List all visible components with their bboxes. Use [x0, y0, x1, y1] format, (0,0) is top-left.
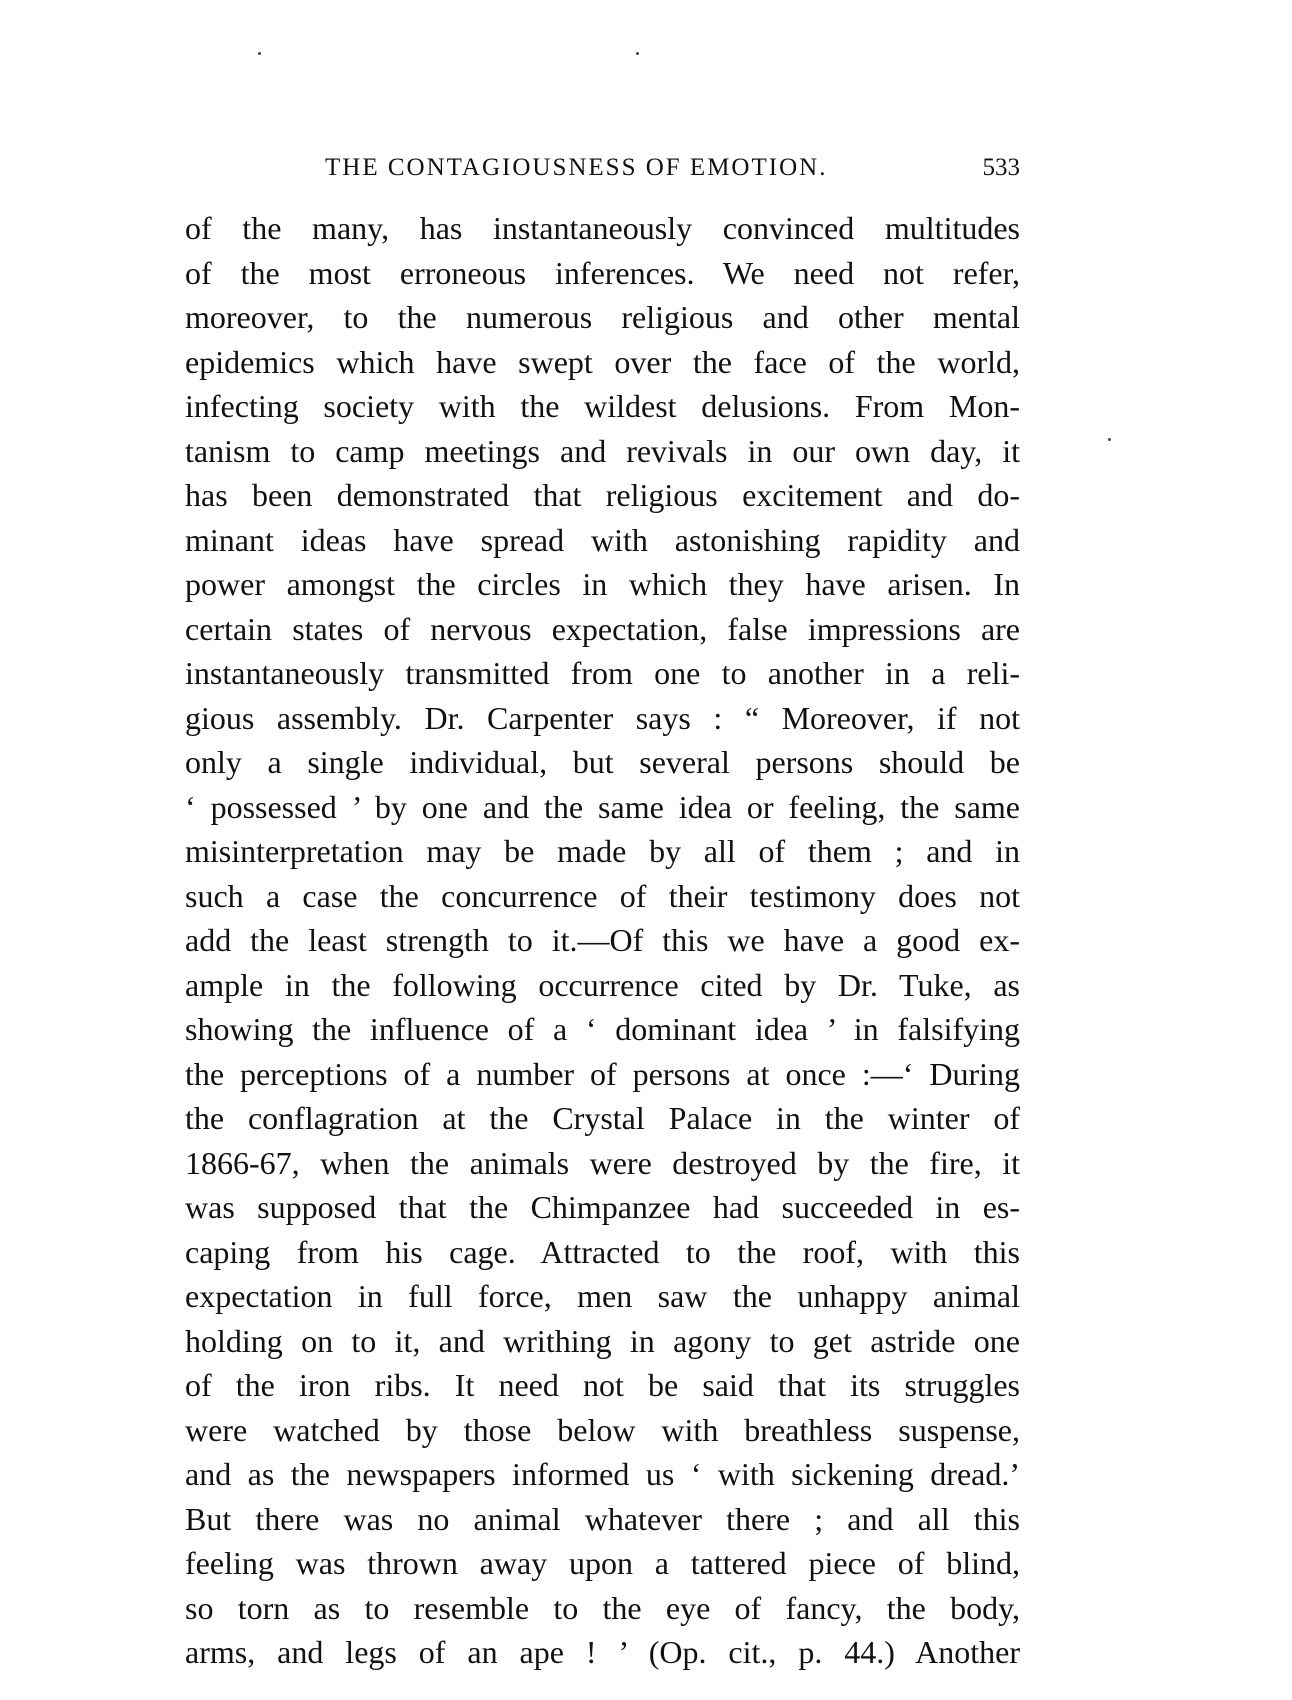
text-line: such a case the concurrence of their testimony does not: [185, 877, 1020, 914]
text-line: so torn as to resemble to the eye of fancy, the body,: [185, 1589, 1020, 1626]
text-line: minant ideas have spread with astonishing rapidity and: [185, 521, 1020, 558]
text-line: arms, and legs of an ape ! ’ (Op. cit., p. 44.) Another: [185, 1634, 1020, 1670]
text-line: instantaneously transmitted from one to another in a reli-: [185, 655, 1020, 691]
text-line: But there was no animal whatever there ; and all this: [185, 1500, 1020, 1537]
scan-speck: [1108, 438, 1111, 441]
page-number: 533: [982, 154, 1020, 181]
text-line: ‘ possessed ’ by one and the same idea or feeling, the same: [185, 788, 1020, 825]
text-line: were watched by those below with breathless suspense,: [185, 1411, 1020, 1448]
page-header: [185, 148, 1020, 188]
text-line: of the iron ribs. It need not be said that its struggles: [185, 1367, 1020, 1403]
text-line: 1866-67, when the animals were destroyed by the fire, it: [185, 1144, 1020, 1181]
text-line: gious assembly. Dr. Carpenter says : “ Moreover, if not: [185, 699, 1020, 736]
text-line: feeling was thrown away upon a tattered piece of blind,: [185, 1545, 1020, 1581]
scan-speck: [258, 52, 261, 55]
text-line: moreover, to the numerous religious and other mental: [185, 299, 1020, 335]
text-line: and as the newspapers informed us ‘ with sickening dread.’: [185, 1456, 1020, 1492]
text-line: holding on to it, and writhing in agony to get astride one: [185, 1322, 1020, 1359]
text-line: the conflagration at the Crystal Palace in the winter of: [185, 1100, 1020, 1136]
text-line: expectation in full force, men saw the unhappy animal: [185, 1278, 1020, 1314]
text-line: power amongst the circles in which they have arisen. In: [185, 566, 1020, 602]
text-line: was supposed that the Chimpanzee had succeeded in es-: [185, 1189, 1020, 1225]
scan-speck: [636, 52, 639, 55]
body-text: [185, 206, 1020, 1675]
running-title: THE CONTAGIOUSNESS OF EMOTION.: [325, 154, 828, 181]
text-line: caping from his cage. Attracted to the roof, with this: [185, 1233, 1020, 1270]
text-line: of the many, has instantaneously convinced multitudes: [185, 210, 1020, 246]
text-line: the perceptions of a number of persons at once :—‘ During: [185, 1055, 1020, 1092]
text-line: only a single individual, but several persons should be: [185, 744, 1020, 780]
text-line: ample in the following occurrence cited by Dr. Tuke, as: [185, 966, 1020, 1003]
text-line: misinterpretation may be made by all of them ; and in: [185, 833, 1020, 869]
text-line: add the least strength to it.—Of this we have a good ex-: [185, 922, 1020, 958]
text-line: epidemics which have swept over the face of the world,: [185, 343, 1020, 380]
text-line: tanism to camp meetings and revivals in our own day, it: [185, 432, 1020, 469]
text-line: infecting society with the wildest delusions. From Mon-: [185, 388, 1020, 424]
text-line: showing the influence of a ‘ dominant idea ’ in falsifying: [185, 1011, 1020, 1047]
text-line: of the most erroneous inferences. We need not refer,: [185, 254, 1020, 291]
text-line: certain states of nervous expectation, false impressions are: [185, 610, 1020, 647]
text-line: has been demonstrated that religious excitement and do-: [185, 477, 1020, 513]
